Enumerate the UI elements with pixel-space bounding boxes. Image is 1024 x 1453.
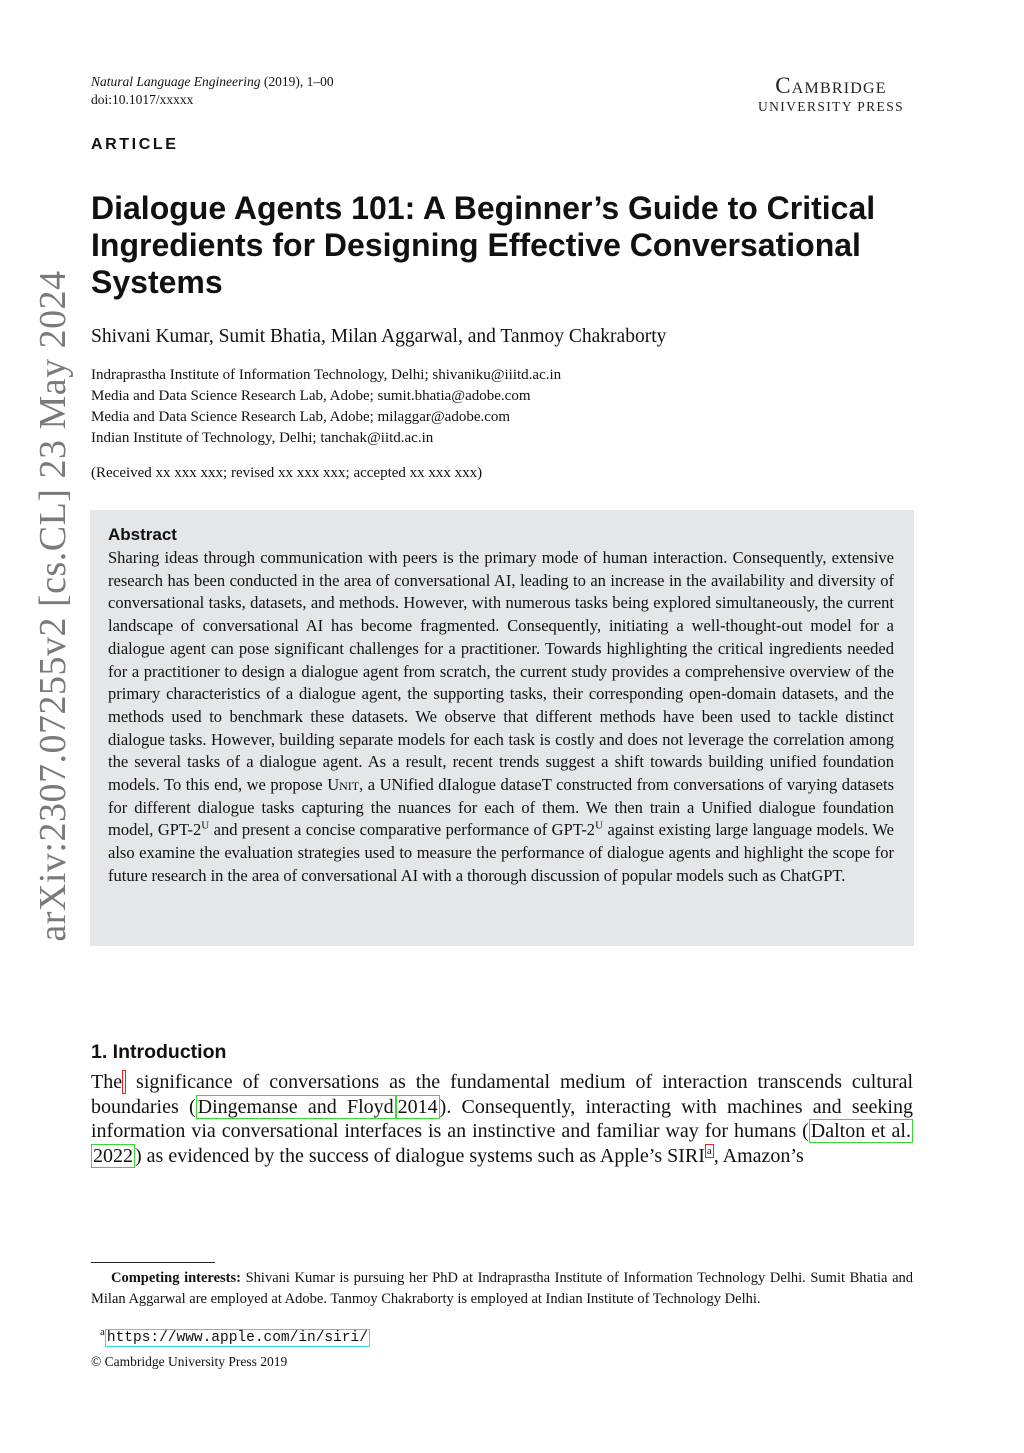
affiliation-item: Media and Data Science Research Lab, Adobe; milaggar@adobe.com: [91, 409, 511, 425]
citation-link-dingemanse[interactable]: Dingemanse and Floyd: [197, 1095, 394, 1118]
journal-info: (2019), 1–00: [260, 74, 334, 89]
publisher-name: Cambridge: [775, 73, 887, 98]
arxiv-side-stamp: arXiv:2307.07255v2 [cs.CL] 23 May 2024: [32, 270, 74, 942]
affiliation-item: Media and Data Science Research Lab, Adobe; sumit.bhatia@adobe.com: [91, 388, 531, 404]
abstract-text: [108, 547, 894, 888]
introduction-paragraph: [91, 1070, 913, 1169]
citation-link-dalton[interactable]: Dalton et al.: [810, 1120, 911, 1143]
journal-citation: [91, 73, 334, 90]
article-type-label: ARTICLE: [91, 136, 179, 153]
abstract-part: against existing large language models. We also examine the evaluation strategies used to measure the performance of dialogue agents and highlight the scope for future research in the area of conversational AI with a thorough discussion of popular models such as ChatGPT.: [108, 820, 894, 885]
intro-text-part: , Amazon’s: [713, 1145, 804, 1168]
footnote-divider: [91, 1262, 215, 1263]
intro-text-part: ) as evidenced by the success of dialogue systems such as Apple’s SIRI: [135, 1145, 705, 1168]
citation-link-year[interactable]: 2022: [93, 1145, 133, 1168]
abstract-part: , a: [359, 775, 380, 795]
footnote-mark: a: [100, 1326, 105, 1339]
cambridge-logo: [740, 74, 922, 115]
affiliation-item: Indraprastha Institute of Information Technology, Delhi; shivaniku@iiitd.ac.in: [91, 367, 562, 383]
received-dates: (Received xx xxx xxx; revised xx xxx xxx; accepted xx xxx xxx): [91, 465, 483, 481]
abstract-box: [90, 510, 914, 946]
intro-text-part: significance of conversations as the fundamental medium of interaction transcends cultural boundaries (: [91, 1071, 913, 1118]
superscript-u: U: [595, 819, 604, 832]
unit-expansion: UNified dIalogue dataseT: [379, 775, 552, 795]
competing-interests-note: [91, 1268, 913, 1309]
section-heading-introduction: 1. Introduction: [91, 1041, 227, 1063]
citation-link-year[interactable]: 2014: [397, 1095, 438, 1118]
copyright: © Cambridge University Press 2019: [91, 1354, 288, 1369]
siri-url-link[interactable]: https://www.apple.com/in/siri/: [106, 1330, 368, 1346]
affiliation-item: Indian Institute of Technology, Delhi; tanchak@iitd.ac.in: [91, 430, 434, 446]
publisher-subtitle: UNIVERSITY PRESS: [757, 99, 905, 114]
siri-footnote: [100, 1326, 370, 1346]
competing-interests-label: Competing interests:: [111, 1270, 241, 1286]
superscript-u: U: [201, 819, 210, 832]
intro-text-part: The: [91, 1071, 123, 1093]
abstract-part: constructed from conversations of varying datasets for different dialogue tasks capturing the nuances for each of them. We then train a Unified dialogue foundation model, GPT-2: [108, 775, 895, 840]
paper-title: Dialogue Agents 101: A Beginner’s Guide to Critical Ingredients for Designing Effective Conversational Systems: [91, 190, 876, 300]
intro-text-part: ). Consequently, interacting with machines and seeking information via conversational interfaces is an instinctive and familiar way for humans (: [91, 1095, 913, 1143]
competing-interests-text: Shivani Kumar is pursuing her PhD at Indraprastha Institute of Information Technology Delhi. Sumit Bhatia and Milan Aggarwal are employed at Adobe. Tanmoy Chakraborty is employed at Indian Institute of Technology Delhi.: [91, 1270, 913, 1307]
footnote-link[interactable]: a: [706, 1145, 712, 1158]
abstract-heading: Abstract: [108, 525, 177, 544]
affiliation-list: [91, 365, 561, 449]
author-list: Shivani Kumar, Sumit Bhatia, Milan Aggarwal, and Tanmoy Chakraborty: [91, 326, 667, 347]
abstract-part: and present a concise comparative performance of GPT-2: [209, 820, 596, 840]
doi: doi:10.1017/xxxxx: [91, 92, 194, 107]
abstract-part: Sharing ideas through communication with peers is the primary mode of human interaction. Consequently, extensive research has been conducted in the area of conversational AI, leading to an increase in the availability and diversity of conversational tasks, datasets, and methods. However, with numerous tasks being explored simultaneously, the current landscape of conversational AI has become fragmented. Consequently, initiating a well-thought-out model for a dialogue agent can pose significant challenges for a practitioner. Towards highlighting the critical ingredients needed for a practitioner to design a dialogue agent from scratch, the current study provides a comprehensive overview of the primary characteristics of a dialogue agent, the supporting tasks, their corresponding open-domain datasets, and the methods used to benchmark these datasets. We observe that different methods have been used to tackle distinct dialogue tasks. However, building separate models for each task is costly and does not leverage the correlation among the several tasks of a dialogue agent. As a result, recent trends suggest a shift towards building unified foundation models. To this end, we propose: [108, 548, 894, 795]
journal-name: Natural Language Engineering: [91, 74, 261, 89]
unit-name: Unit: [327, 775, 360, 795]
